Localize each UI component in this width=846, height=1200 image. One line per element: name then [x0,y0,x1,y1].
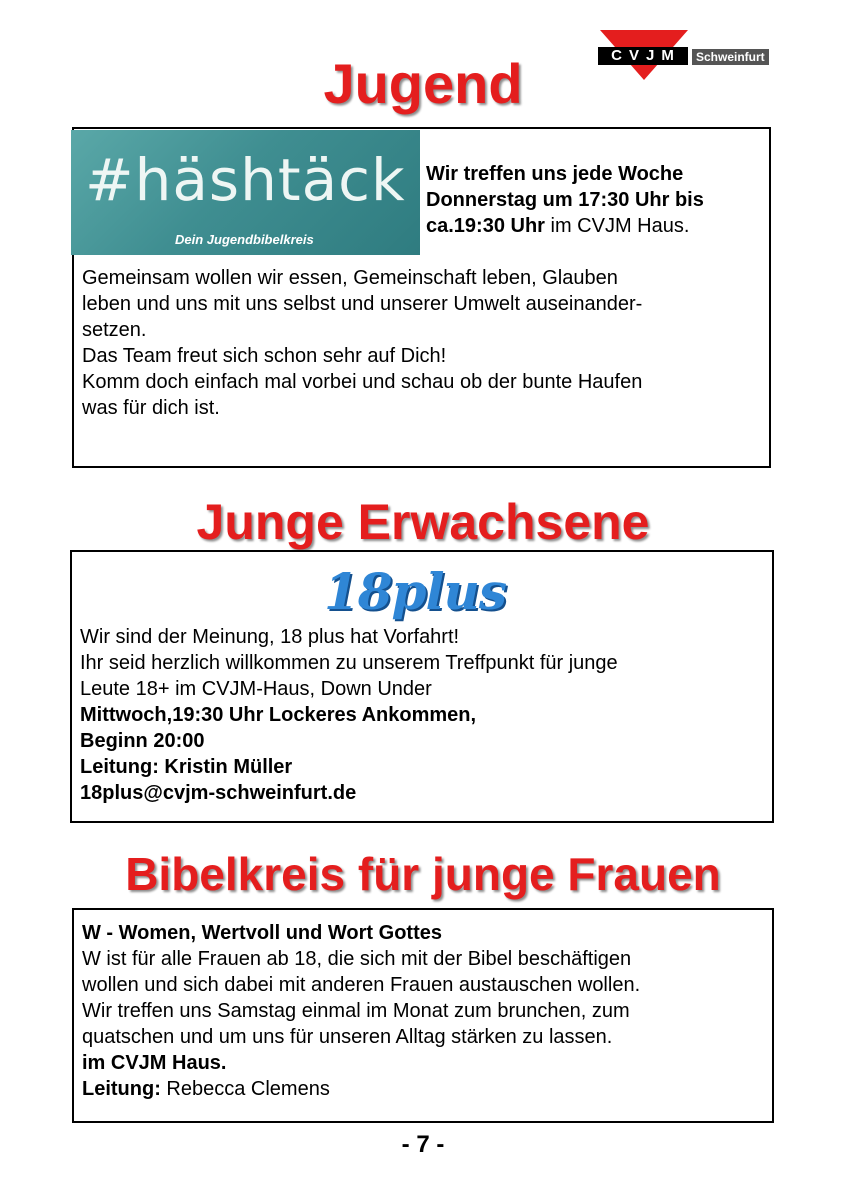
text-line: W ist für alle Frauen ab 18, die sich mit der Bibel beschäftigen [82,948,632,970]
paragraph-line: leben und uns mit uns selbst und unserer Umwelt auseinander- [82,293,643,315]
page-number: - 7 - [401,1131,445,1158]
start-line: Beginn 20:00 [80,730,205,752]
box-jugend [72,127,771,468]
bibelkreis-title: W - Women, Wertvoll und Wort Gottes [82,922,442,944]
paragraph-line: was für dich ist. [82,397,220,419]
place-line: im CVJM Haus. [82,1052,227,1074]
leader-line [82,1076,772,1102]
jugend-intro-bold: Wir treffen uns jede Woche Donnerstag um 17:30 Uhr bis ca.19:30 Uhr [426,163,704,237]
jugend-paragraph [82,265,772,421]
paragraph-line: Komm doch einfach mal vorbei und schau ob der bunte Haufen [82,371,643,393]
cvjm-city: Schweinfurt [692,49,769,65]
heading-bibelkreis: Bibelkreis für junge Frauen [125,848,721,900]
18plus-logo: 18plus [323,562,507,621]
leader-label: Leitung: [82,1078,161,1100]
bibelkreis-text [82,920,772,1102]
text-line: Ihr seid herzlich willkommen zu unserem Treffpunkt für junge [80,652,618,674]
jugend-intro [426,161,766,239]
cvjm-brand: CVJM [598,47,688,65]
banner-tag: #häshtäck [85,146,406,214]
leader-line: Leitung: Kristin Müller [80,756,293,778]
box-bibelkreis [72,908,774,1123]
leader-name: Rebecca Clemens [160,1078,330,1100]
heading-jugend: Jugend [323,52,523,115]
paragraph-line: Das Team freut sich schon sehr auf Dich! [82,345,447,367]
text-line: wollen und sich dabei mit anderen Frauen austauschen wollen. [82,974,641,996]
time-line: Mittwoch,19:30 Uhr Lockeres Ankommen, [80,704,477,726]
box-junge-erwachsene [70,550,774,823]
banner-subtitle: Dein Jugendbibelkreis [175,232,314,247]
paragraph-line: Gemeinsam wollen wir essen, Gemeinschaft leben, Glauben [82,267,618,289]
text-line: Wir treffen uns Samstag einmal im Monat zum brunchen, zum [82,1000,630,1022]
paragraph-line: setzen. [82,319,147,341]
text-line: quatschen und um uns für unseren Alltag stärken zu lassen. [82,1026,613,1048]
heading-junge-erwachsene: Junge Erwachsene [196,494,650,550]
text-line: Wir sind der Meinung, 18 plus hat Vorfahrt! [80,626,460,648]
erwachsene-text [80,624,770,806]
email-line: 18plus@cvjm-schweinfurt.de [80,782,357,804]
haeshtaeck-banner [71,130,420,255]
text-line: Leute 18+ im CVJM-Haus, Down Under [80,678,432,700]
jugend-intro-rest: im CVJM Haus. [544,215,690,237]
